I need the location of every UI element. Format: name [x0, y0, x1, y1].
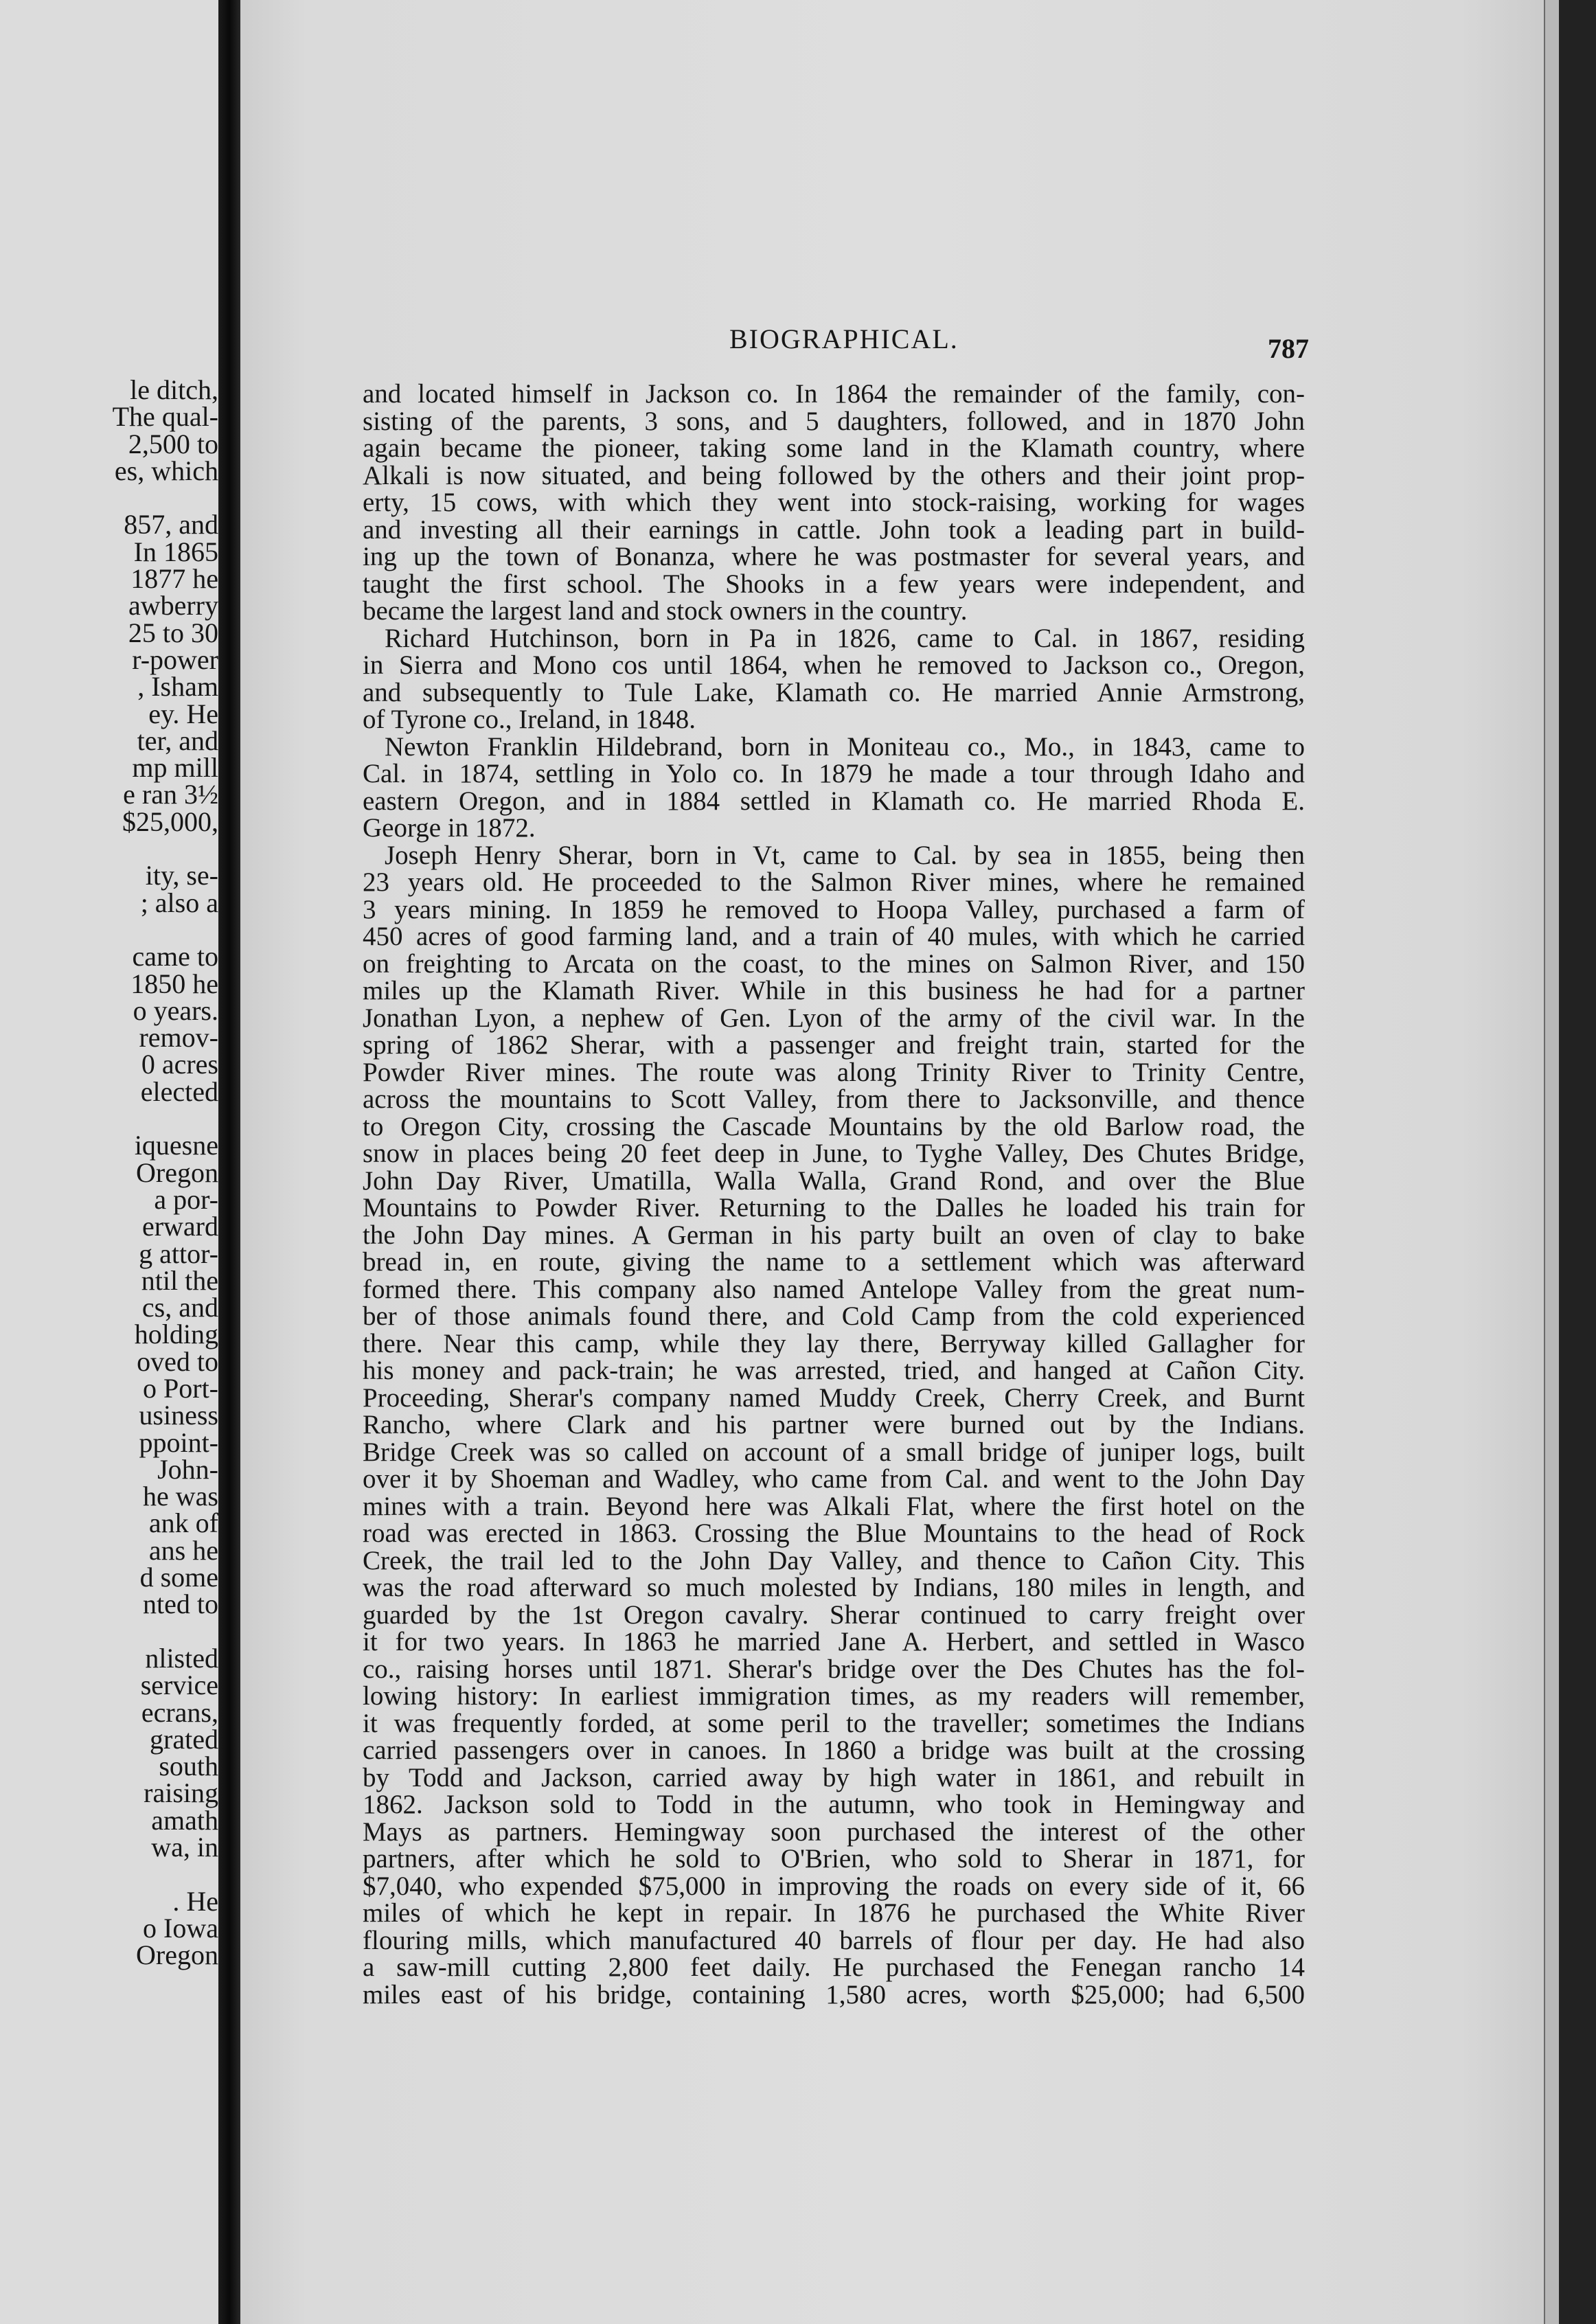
- left-page-line: mp mill: [132, 752, 218, 784]
- text-line: ing up the town of Bonanza, where he was postmaster for several years, and: [363, 542, 1305, 571]
- text-line: formed there. This company also named Antelope Valley from the great num-: [363, 1274, 1305, 1304]
- left-page-line: o Port-: [143, 1372, 218, 1404]
- text-line: John Day River, Umatilla, Walla Walla, Grand Rond, and over the Blue: [363, 1165, 1305, 1196]
- text-line: and subsequently to Tule Lake, Klamath co. He married Annie Armstrong,: [363, 677, 1305, 707]
- text-line: Newton Franklin Hildebrand, born in Moniteau co., Mo., in 1843, came to: [385, 731, 1305, 762]
- left-page-line: ank of: [148, 1507, 218, 1539]
- text-line: bread in, en route, giving the name to a settlement which was afterward: [363, 1247, 1305, 1277]
- text-line: $7,040, who expended $75,000 in improving the roads on every side of it, 66: [363, 1871, 1305, 1901]
- text-line: 450 acres of good farming land, and a train of 40 mules, with which he carried: [363, 922, 1305, 951]
- text-line: snow in places being 20 feet deep in June, to Tyghe Valley, Des Chutes Bridge,: [363, 1139, 1305, 1168]
- text-line: and located himself in Jackson co. In 1864 the remainder of the family, con-: [363, 379, 1305, 409]
- text-line: Joseph Henry Sherar, born in Vt, came to Cal. by sea in 1855, being then: [385, 840, 1305, 870]
- left-page-line: a por-: [154, 1183, 218, 1215]
- text-line: taught the first school. The Shooks in a few years were independent, and: [363, 569, 1305, 599]
- text-line: over it by Shoeman and Wadley, who came from Cal. and went to the John Day: [363, 1464, 1305, 1494]
- left-page-line: awberry: [128, 590, 218, 622]
- text-line: road was erected in 1863. Crossing the Blue Mountains to the head of Rock: [363, 1518, 1305, 1548]
- left-page-line: 1877 he: [130, 563, 218, 595]
- text-line: again became the pioneer, taking some land in the Klamath country, where: [363, 433, 1305, 463]
- left-page-line: wa, in: [151, 1832, 218, 1863]
- left-page-line: ecrans,: [141, 1696, 218, 1728]
- text-line: Jonathan Lyon, a nephew of Gen. Lyon of the army of the civil war. In the: [363, 1003, 1305, 1033]
- text-line: by Todd and Jackson, carried away by high water in 1861, and rebuilt in: [363, 1762, 1305, 1792]
- left-page-text: [12, 376, 218, 1969]
- left-page-line: cs, and: [141, 1292, 218, 1323]
- scan-background: [1559, 0, 1596, 2324]
- left-page-line: In 1865: [133, 536, 218, 567]
- body-text: [363, 380, 1305, 2008]
- left-page-line: o Iowa: [143, 1912, 218, 1944]
- left-page-line: Oregon: [136, 1939, 218, 1971]
- left-page-line: g attor-: [139, 1238, 218, 1269]
- text-line: sisting of the parents, 3 sons, and 5 daughters, followed, and in 1870 John: [363, 406, 1305, 436]
- left-page-line: raising: [144, 1777, 218, 1809]
- left-page-line: he was: [143, 1481, 218, 1512]
- left-page-line: [12, 1618, 218, 1645]
- left-page-line: ter, and: [137, 725, 218, 756]
- left-page-line: 25 to 30: [128, 617, 218, 648]
- left-page-line: [12, 484, 218, 511]
- left-page-line: , Isham: [137, 671, 218, 703]
- left-page-line: o years.: [133, 994, 218, 1026]
- left-page-line: south: [159, 1751, 218, 1782]
- text-line: Cal. in 1874, settling in Yolo co. In 1879 he made a tour through Idaho and: [363, 759, 1305, 788]
- left-page-line: ; also a: [140, 887, 218, 918]
- text-line: a saw-mill cutting 2,800 feet daily. He purchased the Fenegan rancho 14: [363, 1952, 1305, 1982]
- left-page-line: amath: [151, 1804, 218, 1836]
- text-line: miles east of his bridge, containing 1,580 acres, worth $25,000; had 6,500: [363, 1979, 1305, 2009]
- text-line: Mays as partners. Hemingway soon purchased the interest of the other: [363, 1816, 1305, 1847]
- left-page-line: came to: [132, 941, 218, 972]
- text-line: miles up the Klamath River. While in this business he had for a partner: [363, 976, 1305, 1005]
- text-line: George in 1872.: [363, 813, 536, 843]
- text-line: Rancho, where Clark and his partner were burned out by the Indians.: [363, 1410, 1305, 1439]
- text-line: Bridge Creek was so called on account of a small bridge of juniper logs, built: [363, 1437, 1305, 1467]
- text-line: it was frequently forded, at some peril to the traveller; sometimes the Indians: [363, 1708, 1305, 1738]
- left-page-line: [12, 1105, 218, 1132]
- page-number: 787: [1268, 333, 1309, 364]
- left-page-line: holding: [134, 1319, 218, 1350]
- left-page-line: nted to: [143, 1588, 218, 1620]
- text-line: Richard Hutchinson, born in Pa in 1826, came to Cal. in 1867, residing: [385, 623, 1305, 653]
- left-page-line: d some: [139, 1562, 218, 1593]
- text-line: ber of those animals found there, and Cold Camp from the cold experienced: [363, 1301, 1305, 1331]
- left-page-line: r-power: [132, 643, 218, 675]
- left-page-line: nlisted: [145, 1642, 218, 1674]
- text-line: it for two years. In 1863 he married Jane A. Herbert, and settled in Wasco: [363, 1627, 1305, 1656]
- left-page-line: ans he: [148, 1534, 218, 1566]
- page-edge: [1544, 0, 1560, 2324]
- left-page-line: oved to: [137, 1345, 218, 1377]
- text-line: carried passengers over in canoes. In 1860 a bridge was built at the crossing: [363, 1735, 1305, 1765]
- text-line: eastern Oregon, and in 1884 settled in Klamath co. He married Rhoda E.: [363, 786, 1305, 816]
- left-page-line: [12, 916, 218, 943]
- text-line: to Oregon City, crossing the Cascade Mountains by the old Barlow road, the: [363, 1111, 1305, 1141]
- left-page-line: ntil the: [141, 1264, 218, 1296]
- book-gutter: [218, 0, 240, 2324]
- left-page-line: le ditch,: [130, 374, 218, 405]
- text-line: 23 years old. He proceeded to the Salmon River mines, where he remained: [363, 867, 1305, 897]
- text-line: there. Near this camp, while they lay there, Berryway killed Gallagher for: [363, 1328, 1305, 1358]
- left-page-line: ey. He: [148, 698, 218, 729]
- left-page-line: service: [140, 1670, 218, 1701]
- text-line: Powder River mines. The route was along Trinity River to Trinity Centre,: [363, 1057, 1305, 1087]
- left-page-line: es, which: [114, 455, 218, 486]
- text-line: was the road afterward so much molested by Indians, 180 miles in length, and: [363, 1573, 1305, 1602]
- left-page-line: ppoint-: [139, 1426, 218, 1458]
- text-line: miles of which he kept in repair. In 1876 he purchased the White River: [363, 1898, 1305, 1928]
- left-page-line: [12, 835, 218, 862]
- text-line: Creek, the trail led to the John Day Valley, and thence to Cañon City. This: [363, 1545, 1305, 1575]
- text-line: across the mountains to Scott Valley, from there to Jacksonville, and thence: [363, 1084, 1305, 1114]
- text-line: Alkali is now situated, and being followed by the others and their joint prop-: [363, 460, 1305, 490]
- left-page-line: iquesne: [134, 1130, 218, 1161]
- left-page-line: elected: [140, 1075, 218, 1107]
- left-page: [0, 0, 218, 2324]
- left-page-line: [12, 1860, 218, 1887]
- text-line: flouring mills, which manufactured 40 barrels of flour per day. He had also: [363, 1925, 1305, 1955]
- text-line: 1862. Jackson sold to Todd in the autumn, who took in Hemingway and: [363, 1790, 1305, 1819]
- left-page-line: remov-: [139, 1022, 218, 1053]
- text-line: guarded by the 1st Oregon cavalry. Sherar continued to carry freight over: [363, 1599, 1305, 1630]
- left-page-line: The qual-: [112, 401, 218, 433]
- left-page-line: Oregon: [136, 1157, 218, 1188]
- text-line: the John Day mines. A German in his party built an oven of clay to bake: [363, 1220, 1305, 1250]
- left-page-line: . He: [172, 1885, 218, 1917]
- left-page-line: grated: [150, 1723, 218, 1755]
- left-page-line: 0 acres: [141, 1049, 218, 1080]
- left-page-line: John-: [157, 1453, 218, 1485]
- text-line: of Tyrone co., Ireland, in 1848.: [363, 705, 696, 734]
- left-page-line: 2,500 to: [128, 428, 218, 459]
- text-line: in Sierra and Mono cos until 1864, when he removed to Jackson co., Oregon,: [363, 650, 1305, 680]
- text-line: and investing all their earnings in cattle. John took a leading part in build-: [363, 514, 1305, 545]
- text-line: spring of 1862 Sherar, with a passenger and freight train, started for the: [363, 1030, 1305, 1060]
- text-line: lowing history: In earliest immigration times, as my readers will remember,: [363, 1681, 1305, 1711]
- text-line: co., raising horses until 1871. Sherar's bridge over the Des Chutes has the fol-: [363, 1654, 1305, 1684]
- text-line: Mountains to Powder River. Returning to the Dalles he loaded his train for: [363, 1193, 1305, 1222]
- text-line: became the largest land and stock owners in the country.: [363, 596, 968, 626]
- text-line: on freighting to Arcata on the coast, to the mines on Salmon River, and 150: [363, 948, 1305, 979]
- left-page-line: erward: [141, 1211, 218, 1242]
- text-line: his money and pack-train; he was arrested, tried, and hanged at Cañon City.: [363, 1356, 1305, 1385]
- text-line: 3 years mining. In 1859 he removed to Hoopa Valley, purchased a farm of: [363, 894, 1305, 924]
- text-line: partners, after which he sold to O'Brien, who sold to Sherar in 1871, for: [363, 1844, 1305, 1873]
- running-title: BIOGRAPHICAL.: [729, 323, 959, 354]
- left-page-line: $25,000,: [122, 806, 218, 837]
- left-page-line: e ran 3½: [123, 779, 218, 810]
- left-page-line: 1850 he: [130, 968, 218, 999]
- text-line: Proceeding, Sherar's company named Muddy Creek, Cherry Creek, and Burnt: [363, 1382, 1305, 1413]
- left-page-line: usiness: [139, 1400, 218, 1431]
- text-line: erty, 15 cows, with which they went into stock-raising, working for wages: [363, 488, 1305, 517]
- left-page-line: ity, se-: [145, 860, 218, 891]
- text-line: mines with a train. Beyond here was Alkali Flat, where the first hotel on the: [363, 1491, 1305, 1521]
- left-page-line: 857, and: [124, 509, 218, 540]
